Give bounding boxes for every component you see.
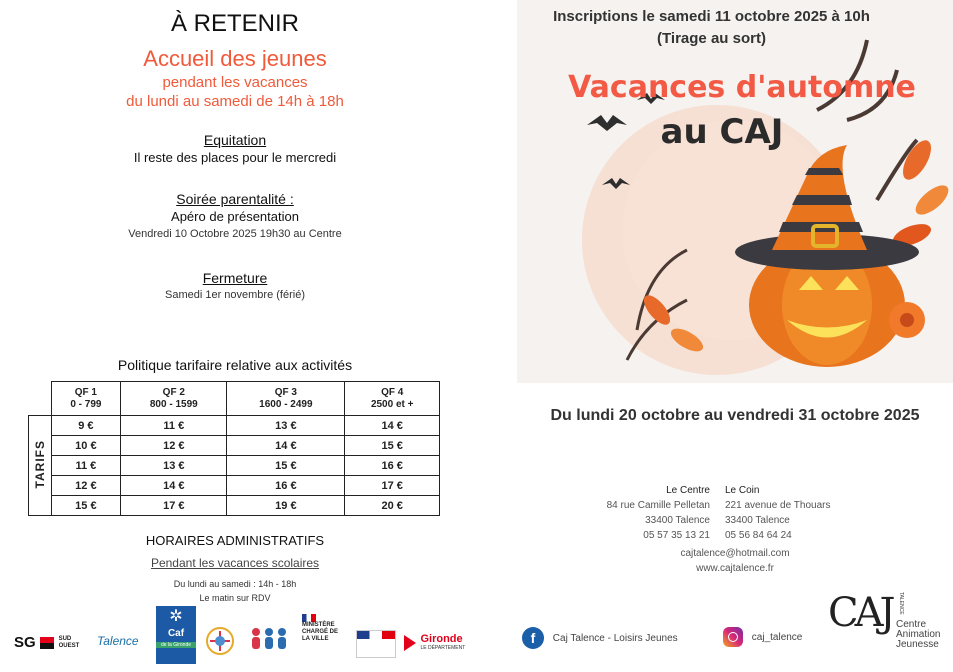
partner-logo-1 <box>204 626 236 656</box>
ministere-logo <box>302 614 348 643</box>
left-panel <box>0 0 470 672</box>
partner-circle-icon <box>204 626 236 656</box>
table-row <box>29 476 440 496</box>
people-icon <box>244 624 294 656</box>
accueil-hours: du lundi au samedi de 14h à 18h <box>126 93 344 110</box>
table-cell: 15 € <box>345 436 440 456</box>
pumpkin-illustration-icon <box>517 0 953 383</box>
horaires-line-2: Le matin sur RDV <box>199 593 271 603</box>
soiree-text: Apéro de présentation <box>171 209 299 224</box>
gironde-text: Gironde <box>420 633 463 646</box>
horaires-title: HORAIRES ADMINISTRATIFS <box>145 533 325 548</box>
equitation-text: Il reste des places pour le mercredi <box>133 150 337 165</box>
poster-title-2: au CAJ <box>660 112 784 152</box>
table-cell: 17 € <box>121 496 227 516</box>
caf-sub-text: de la Gironde <box>156 642 196 648</box>
fermeture-title: Fermeture <box>202 270 268 286</box>
gironde-sub-text: LE DÉPARTEMENT <box>420 645 466 652</box>
facebook-icon: f <box>522 627 544 649</box>
soiree-title: Soirée parentalité : <box>176 191 294 207</box>
caj-line-3: Jeunesse <box>896 639 939 650</box>
qf-label: QF 4 <box>381 386 404 398</box>
caj-side-text: TALENCE <box>898 592 904 615</box>
column-header <box>121 382 227 416</box>
page-title: À RETENIR <box>170 10 299 37</box>
table-row <box>29 416 440 436</box>
table-cell: 13 € <box>121 456 227 476</box>
soiree-date: Vendredi 10 Octobre 2025 19h30 au Centre <box>128 228 342 240</box>
accueil-heading: Accueil des jeunes <box>143 46 327 71</box>
table-cell: 20 € <box>345 496 440 516</box>
poster-title-1: Vacances d'automne <box>568 70 916 105</box>
caj-logo <box>828 590 941 652</box>
caj-logo-text: CAJ <box>828 590 892 636</box>
instagram-link[interactable] <box>723 627 802 647</box>
instagram-icon <box>723 627 743 647</box>
caj-line-1: Centre <box>896 619 927 630</box>
policy-heading: Politique tarifaire relative aux activités <box>117 357 353 373</box>
qf-range: 1600 - 2499 <box>259 398 313 410</box>
centre-city: 33400 Talence <box>645 515 710 526</box>
qf-label: QF 2 <box>162 386 185 398</box>
table-cell: 13 € <box>227 416 345 436</box>
dates-heading: Du lundi 20 octobre au vendredi 31 octobre 2025 <box>550 407 920 424</box>
coin-city: 33400 Talence <box>725 515 790 526</box>
centre-street: 84 rue Camille Pelletan <box>606 500 710 511</box>
table-cell: 12 € <box>51 476 121 496</box>
instagram-label: caj_talence <box>751 631 803 643</box>
talence-logo: Talence <box>97 634 139 648</box>
table-cell: 17 € <box>345 476 440 496</box>
table-row <box>29 496 440 516</box>
tirage-heading: (Tirage au sort) <box>657 30 766 47</box>
halloween-poster <box>517 0 953 383</box>
gironde-arrow-icon <box>404 635 416 651</box>
centre-phone: 05 57 35 13 21 <box>643 530 710 541</box>
right-panel <box>470 0 953 672</box>
accueil-subheading: pendant les vacances <box>162 74 308 91</box>
qf-label: QF 3 <box>274 386 297 398</box>
sg-square-icon <box>40 637 54 649</box>
table-cell: 10 € <box>51 436 121 456</box>
table-cell: 11 € <box>121 416 227 436</box>
table-row <box>29 456 440 476</box>
centre-address <box>600 483 710 543</box>
coin-name: Le Coin <box>725 485 760 496</box>
caj-subtitle <box>896 620 940 650</box>
fermeture-text: Samedi 1er novembre (férié) <box>164 289 305 301</box>
qf-label: QF 1 <box>74 386 97 398</box>
qf-range: 2500 et + <box>370 398 414 410</box>
table-cell: 15 € <box>51 496 121 516</box>
table-header-row <box>29 382 440 416</box>
table-cell: 16 € <box>345 456 440 476</box>
caf-logo-text: Caf <box>167 628 185 639</box>
table-cell: 14 € <box>121 476 227 496</box>
sg-sub-text: SUD OUEST <box>58 635 80 649</box>
caf-logo <box>156 606 196 664</box>
table-cell: 14 € <box>345 416 440 436</box>
column-header <box>51 382 121 416</box>
table-row <box>29 436 440 456</box>
table-cell: 19 € <box>227 496 345 516</box>
website-link[interactable]: www.cajtalence.fr <box>696 563 774 574</box>
column-header <box>345 382 440 416</box>
flag-icon <box>302 614 316 622</box>
qf-range: 800 - 1599 <box>149 398 198 410</box>
coin-street: 221 avenue de Thouars <box>725 500 831 511</box>
tarifs-label-cell <box>29 416 52 516</box>
equitation-title: Equitation <box>203 132 267 148</box>
facebook-label: Caj Talence - Loisirs Jeunes <box>552 632 678 644</box>
caj-line-2: Animation <box>896 629 941 640</box>
sg-logo-text: SG <box>14 634 36 651</box>
inscriptions-heading: Inscriptions le samedi 11 octobre 2025 à 10h <box>553 8 870 25</box>
coin-address <box>725 483 865 543</box>
table-cell: 9 € <box>51 416 121 436</box>
email-link[interactable]: cajtalence@hotmail.com <box>680 548 790 559</box>
qf-range: 0 - 799 <box>70 398 102 410</box>
horaires-line-1: Du lundi au samedi : 14h - 18h <box>173 579 297 589</box>
table-cell: 14 € <box>227 436 345 456</box>
table-cell: 15 € <box>227 456 345 476</box>
flag-icon <box>357 631 395 639</box>
gironde-logo <box>404 634 465 652</box>
coin-phone: 05 56 84 64 24 <box>725 530 792 541</box>
tarifs-table <box>28 381 440 516</box>
caf-star-icon: ✲ <box>169 608 183 625</box>
table-cell: 11 € <box>51 456 121 476</box>
republique-logo <box>356 630 396 658</box>
column-header <box>227 382 345 416</box>
sg-logo <box>14 634 83 652</box>
centre-name: Le Centre <box>666 485 710 496</box>
tarifs-label: TARIFS <box>32 439 47 489</box>
partner-logo-2 <box>244 624 294 656</box>
table-corner <box>29 382 52 416</box>
table-cell: 16 € <box>227 476 345 496</box>
facebook-link[interactable] <box>522 627 678 649</box>
horaires-subtitle: Pendant les vacances scolaires <box>150 556 320 570</box>
table-cell: 12 € <box>121 436 227 456</box>
ministere-text: MINISTÈRE CHARGÉ DE LA VILLE <box>302 622 339 642</box>
